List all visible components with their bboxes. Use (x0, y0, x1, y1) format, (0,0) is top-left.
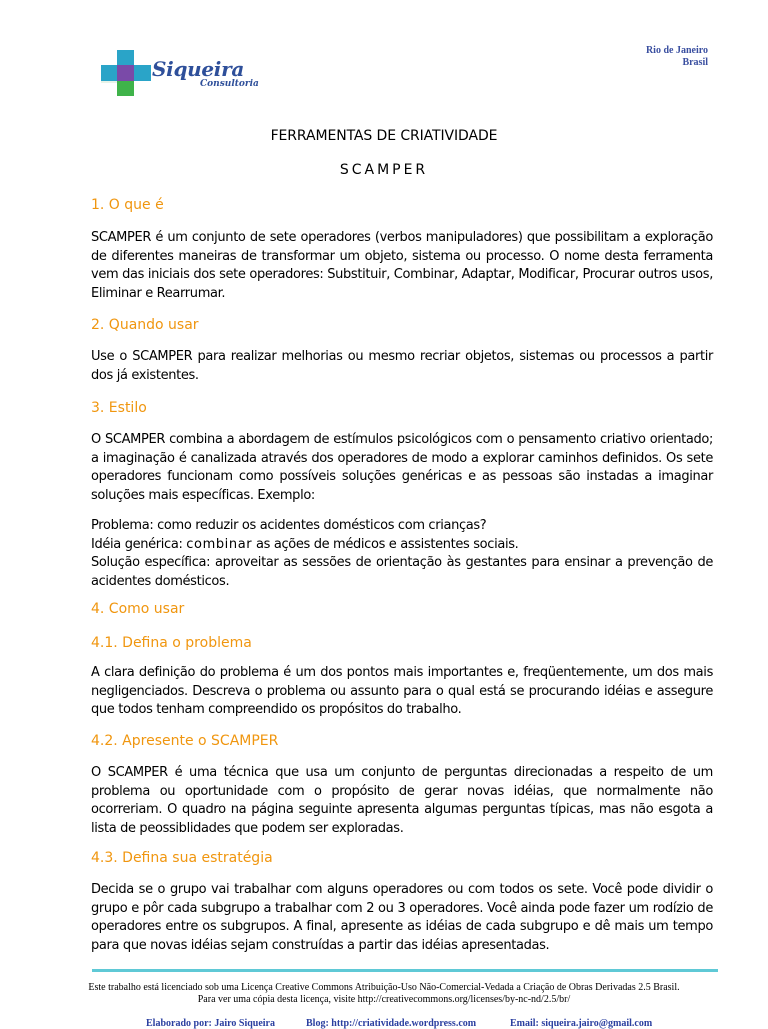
example-problem: Problema: como reduzir os acidentes domésticos com crianças? (91, 518, 487, 533)
body-apresente-scamper: O SCAMPER é uma técnica que usa um conjunto de perguntas direcionadas a respeito de um problema ou oportunidade com o propósito de gerar novas idéias, que normalmente não ocorreriam. O quadro na página seguinte apresenta algumas perguntas típicas, mas não esgota a lista de peossiblidades que podem ser exploradas. (91, 765, 713, 836)
footer-blog-link[interactable]: Blog: http://criatividade.wordpress.com (306, 1018, 477, 1029)
heading-como-usar: 4. Como usar (91, 601, 185, 617)
location (646, 45, 708, 69)
logo-cross-icon (101, 48, 151, 98)
location-country: Brasil (682, 57, 708, 68)
example-solution: Solução específica: aproveitar as sessões de orientação às gestantes para ensinar a prevenção de acidentes domésticos. (91, 555, 713, 589)
body-defina-estrategia: Decida se o grupo vai trabalhar com alguns operadores ou com todos os sete. Você pode dividir o grupo e pôr cada subgrupo a trabalhar com 2 ou 3 operadores. Você ainda pode fazer um rodízio de operadores entre os subgrupos. A final, apresente as idéias de cada subgrupo e dê mais um tempo para que novas idéias sejam construídas a partir das idéias apresentadas. (91, 882, 713, 953)
logo (101, 48, 261, 98)
body-defina-problema: A clara definição do problema é um dos pontos mais importantes e, freqüentemente, um dos mais negligenciados. Descreva o problema ou assunto para o qual está se procurando idéias e assegure que todos tenham compreendido os propósitos do trabalho. (91, 665, 713, 717)
example-idea-keyword: combinar (186, 536, 253, 552)
body-o-que-e: SCAMPER é um conjunto de sete operadores (verbos manipuladores) que possibilitam a exploração de diferentes maneiras de transformar um objeto, sistema ou processo. O nome desta ferramenta vem das iniciais dos sete operadores: Substituir, Combinar, Adaptar, Modificar, Procurar outros usos, Eliminar e Rearrumar. (91, 230, 713, 301)
heading-defina-estrategia: 4.3. Defina sua estratégia (91, 850, 273, 866)
footer-license-link[interactable]: Para ver uma cópia desta licença, visite http://creativecommons.org/licenses/by-nc-nd/2.5/br/ (197, 994, 571, 1005)
page-subtitle: SCAMPER (339, 162, 429, 178)
heading-o-que-e: 1. O que é (91, 197, 164, 213)
footer-divider (92, 969, 718, 972)
heading-estilo: 3. Estilo (91, 400, 147, 416)
brand-subtitle: Consultoria (200, 79, 259, 89)
location-city: Rio de Janeiro (645, 45, 708, 56)
example-idea-prefix: Idéia genérica: (91, 536, 187, 552)
footer-author: Elaborado por: Jairo Siqueira (146, 1018, 275, 1029)
example-block (91, 517, 713, 591)
body-quando-usar: Use o SCAMPER para realizar melhorias ou mesmo recriar objetos, sistemas ou processos a partir dos já existentes. (91, 349, 713, 383)
footer-license: Este trabalho está licenciado sob uma Licença Creative Commons Atribuição-Uso Não-Comercial-Vedada a Criação de Obras Derivadas 2.5 Brasil. (88, 982, 680, 993)
heading-quando-usar: 2. Quando usar (91, 317, 199, 333)
example-idea-rest: as ações de médicos e assistentes sociais. (252, 536, 519, 552)
heading-defina-problema: 4.1. Defina o problema (91, 635, 252, 651)
body-estilo: O SCAMPER combina a abordagem de estímulos psicológicos com o pensamento criativo orientado; a imaginação é canalizada através dos operadores de modo a explorar caminhos definidos. Os sete operadores funcionam como possíveis soluções genéricas e as pessoas são instadas a imaginar soluções mais específicas. Exemplo: (91, 432, 713, 503)
example-idea (91, 536, 713, 555)
brand-name: Siqueira (152, 57, 244, 81)
heading-apresente-scamper: 4.2. Apresente o SCAMPER (91, 733, 279, 749)
page-title: FERRAMENTAS DE CRIATIVIDADE (270, 128, 498, 144)
footer-email-link[interactable]: Email: siqueira.jairo@gmail.com (510, 1018, 653, 1029)
